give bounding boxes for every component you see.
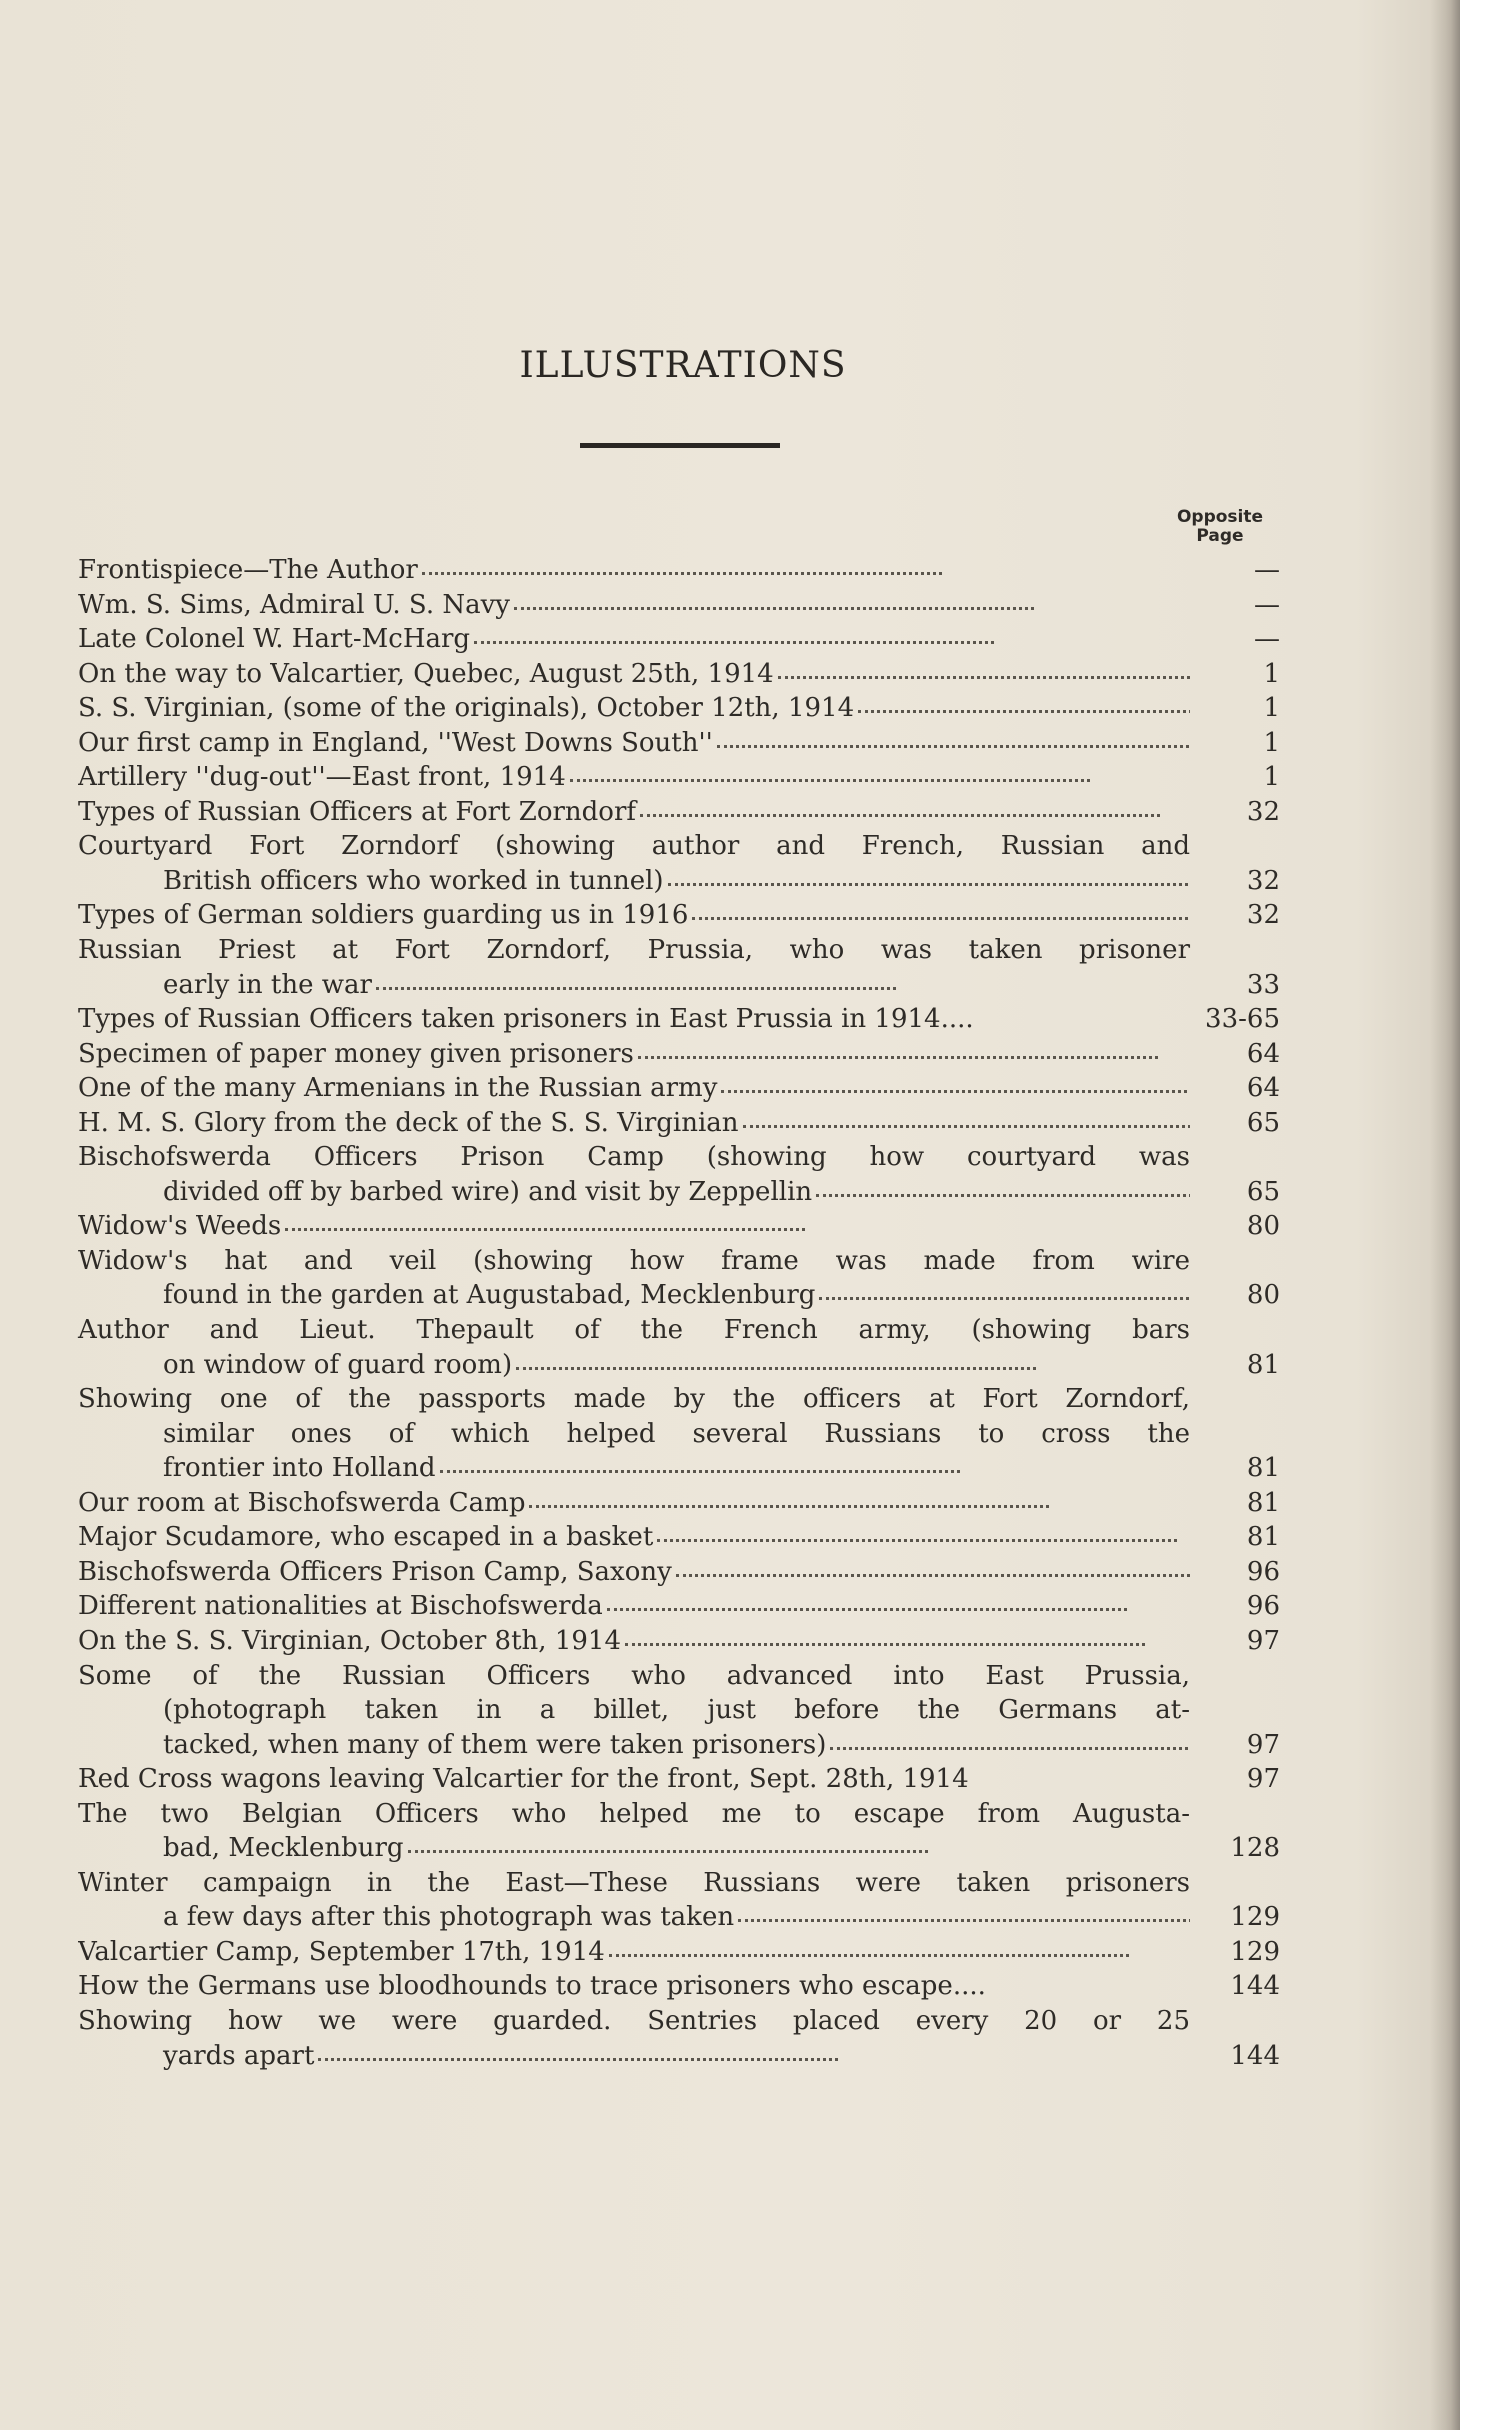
entry-title-continued: a few days after this photograph was taken [163,1902,735,1933]
dot-leader [514,605,1034,610]
list-item [78,588,1280,623]
dot-leader [743,1123,1190,1128]
entry-title: Author and Lieut. Thepault of the French army, (showing bars [78,1315,1190,1346]
entry-title-continued: found in the garden at Augustabad, Mecklenburg [163,1280,816,1311]
page-number: 1 [1263,762,1280,793]
entry-title-continued: early in the war [163,969,372,1000]
column-header-line1: Opposite [1176,507,1264,527]
page-number: 81 [1246,1349,1280,1380]
list-item [78,1762,1280,1797]
entry-title-continued: similar ones of which helped several Russians to cross the [163,1418,1190,1449]
page-number: 33 [1246,969,1280,1000]
dot-leader [738,1917,1190,1922]
list-item [78,1969,1280,2004]
entry-title: The two Belgian Officers who helped me to escape from Augusta- [78,1798,1190,1829]
page-number: 97 [1246,1625,1280,1656]
list-item [78,1797,1280,1866]
list-item [78,1589,1280,1624]
list-item [78,1555,1280,1590]
entry-title: Types of Russian Officers taken prisoners in East Prussia in 1914.... [78,1004,974,1035]
page-number: 81 [1246,1453,1280,1484]
page-number: 1 [1263,727,1280,758]
list-item [78,1866,1280,1935]
entry-title-continued: tacked, when many of them were taken prisoners) [163,1729,827,1760]
page-number: 65 [1246,1176,1280,1207]
list-item [78,1520,1280,1555]
page-number: 33-65 [1205,1004,1280,1035]
dot-leader [692,915,1190,920]
column-header [1160,508,1280,546]
page-number: 129 [1230,1902,1280,1933]
dot-leader [778,674,1190,679]
entry-title-continued: yards apart [163,2040,315,2071]
dot-leader [376,985,896,990]
title-rule [580,443,780,448]
dot-leader [668,881,1188,886]
entry-title: Courtyard Fort Zorndorf (showing author and French, Russian and [78,831,1190,862]
dot-leader [570,777,1090,782]
dot-leader [640,812,1160,817]
page-number: 1 [1263,693,1280,724]
dot-leader [625,1641,1145,1646]
dot-leader [516,1365,1036,1370]
page-number: 97 [1246,1764,1280,1795]
dot-leader [422,570,942,575]
entry-title: Late Colonel W. Hart-McHarg [78,624,471,655]
dot-leader [408,1848,928,1853]
entry-title: Widow's Weeds [78,1211,282,1242]
entry-title: Different nationalities at Bischofswerda [78,1591,603,1622]
dot-leader [285,1226,805,1231]
page-number: 64 [1246,1073,1280,1104]
column-header-line2: Page [1196,526,1244,546]
entry-title: On the S. S. Virginian, October 8th, 1914 [78,1625,621,1656]
entry-title: Types of Russian Officers at Fort Zorndorf [78,796,636,827]
page-number: 129 [1230,1936,1280,1967]
entry-title: Wm. S. Sims, Admiral U. S. Navy [78,589,510,620]
entry-title: Red Cross wagons leaving Valcartier for the front, Sept. 28th, 1914 [78,1764,969,1795]
list-item [78,1106,1280,1141]
entry-title: Winter campaign in the East—These Russians were taken prisoners [78,1867,1190,1898]
page-number: 32 [1246,900,1280,931]
entry-title: Artillery ''dug-out''—East front, 1914 [78,762,566,793]
page-number: 96 [1246,1556,1280,1587]
entry-title: Bischofswerda Officers Prison Camp, Saxony [78,1556,672,1587]
dot-leader [318,2056,838,2061]
entry-title-continued: frontier into Holland [163,1453,436,1484]
page-edge [1460,0,1506,2430]
page-number: 96 [1246,1591,1280,1622]
dot-leader [819,1295,1190,1300]
list-item [78,1244,1280,1313]
page-number: 81 [1246,1487,1280,1518]
entry-title: Our room at Bischofswerda Camp [78,1487,526,1518]
entry-title: Frontispiece—The Author [78,555,418,585]
list-item [78,1624,1280,1659]
entry-title-continued: divided off by barbed wire) and visit by Zeppellin [163,1176,813,1207]
dot-leader [717,743,1190,748]
dot-leader [440,1468,960,1473]
list-item [78,1037,1280,1072]
list-item [78,553,1280,588]
list-item [78,1659,1280,1763]
entry-title-continued: bad, Mecklenburg [163,1833,404,1864]
dot-leader [721,1088,1190,1093]
page-number: 64 [1246,1038,1280,1069]
list-item [78,1209,1280,1244]
list-item [78,1313,1280,1382]
entry-title: Major Scudamore, who escaped in a basket [78,1522,654,1553]
entry-title: Russian Priest at Fort Zorndorf, Prussia, who was taken prisoner [78,935,1190,966]
dot-leader [676,1572,1190,1577]
list-item [78,657,1280,692]
entry-title: Our first camp in England, ''West Downs South'' [78,727,713,758]
page-number: 65 [1246,1107,1280,1138]
entry-title: Types of German soldiers guarding us in 1916 [78,900,689,931]
list-item [78,760,1280,795]
page-edge-shadow [1430,0,1460,2430]
entry-title: S. S. Virginian, (some of the originals), October 12th, 1914 [78,693,855,724]
entry-title: Showing how we were guarded. Sentries placed every 20 or 25 [78,2005,1190,2036]
list-item [78,1935,1280,1970]
page-number: 97 [1246,1729,1280,1760]
illustrations-list [78,553,1280,2073]
page-number: 32 [1246,796,1280,827]
list-item [78,898,1280,933]
dot-leader [816,1192,1190,1197]
entry-title: H. M. S. Glory from the deck of the S. S. Virginian [78,1107,739,1138]
entry-title: Some of the Russian Officers who advanced into East Prussia, [78,1660,1190,1691]
page-number: 144 [1230,1971,1280,2002]
dot-leader [657,1537,1177,1542]
list-item [78,1140,1280,1209]
entry-title: On the way to Valcartier, Quebec, August 25th, 1914 [78,658,774,689]
entry-title: Widow's hat and veil (showing how frame was made from wire [78,1245,1190,1276]
page-number: 144 [1230,2040,1280,2071]
entry-title-continued: British officers who worked in tunnel) [163,865,664,896]
list-item [78,726,1280,761]
page-number: 80 [1246,1211,1280,1242]
list-item [78,1382,1280,1486]
dot-leader [607,1606,1127,1611]
dot-leader [858,708,1190,713]
page-number: 1 [1263,658,1280,689]
dot-leader [830,1745,1190,1750]
page-number: 80 [1246,1280,1280,1311]
dot-leader [474,639,994,644]
entry-title: How the Germans use bloodhounds to trace prisoners who escape.... [78,1971,986,2002]
entry-title: Bischofswerda Officers Prison Camp (showing how courtyard was [78,1142,1190,1173]
list-item [78,622,1280,657]
entry-title: Showing one of the passports made by the officers at Fort Zorndorf, [78,1384,1190,1415]
entry-title: Valcartier Camp, September 17th, 1914 [78,1936,605,1967]
list-item [78,1486,1280,1521]
list-item [78,795,1280,830]
list-item [78,933,1280,1002]
entry-title-continued: (photograph taken in a billet, just before the Germans at- [163,1695,1190,1726]
list-item [78,829,1280,898]
page-number: 81 [1246,1522,1280,1553]
page-title: ILLUSTRATIONS [519,345,847,386]
dot-leader [609,1952,1129,1957]
page-number: — [1254,589,1280,620]
list-item [78,1002,1280,1037]
page-number: — [1254,624,1280,655]
page-number: — [1254,555,1280,585]
dot-leader [529,1503,1049,1508]
entry-title: Specimen of paper money given prisoners [78,1038,634,1069]
list-item [78,1071,1280,1106]
dot-leader [638,1054,1158,1059]
list-item [78,2004,1280,2073]
page-number: 32 [1246,865,1280,896]
entry-title-continued: on window of guard room) [163,1349,513,1380]
page-number: 128 [1230,1833,1280,1864]
list-item [78,691,1280,726]
entry-title: One of the many Armenians in the Russian army [78,1073,718,1104]
